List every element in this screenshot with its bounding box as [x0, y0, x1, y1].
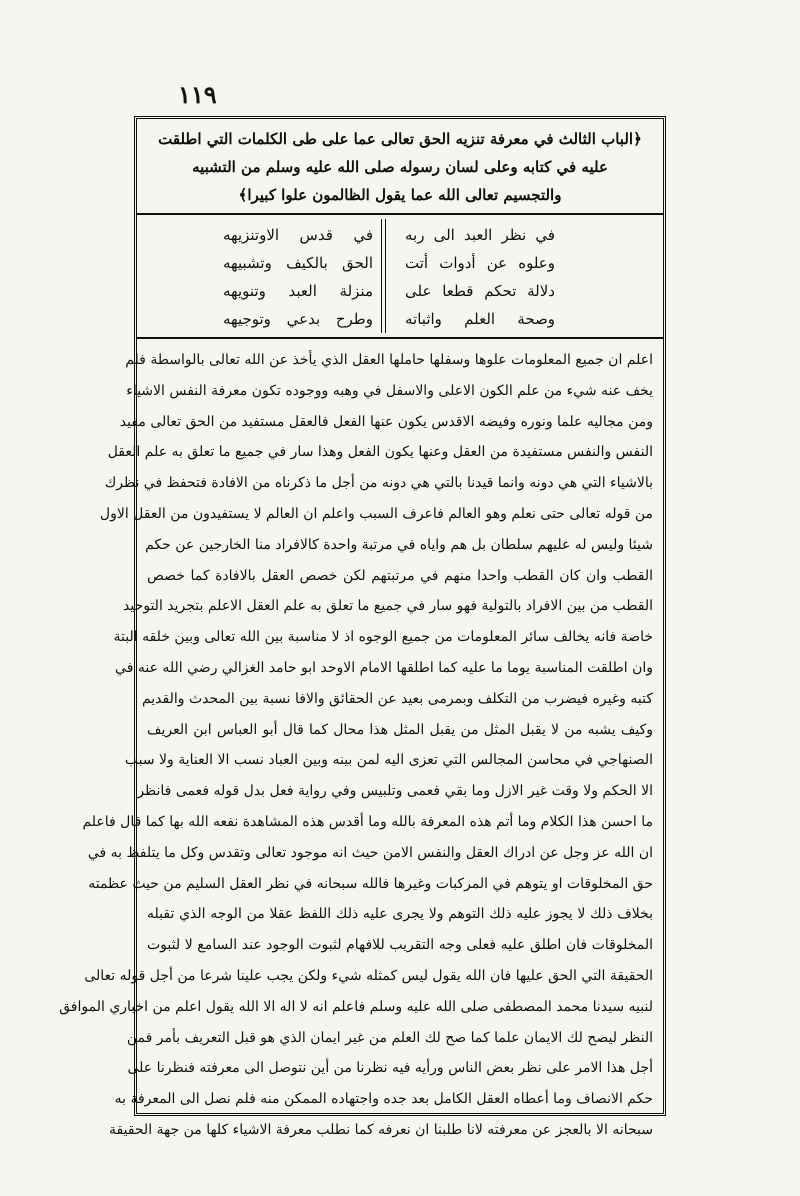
verse-block [137, 215, 663, 339]
body-line: النظر ليصح لك الايمان علما كما صح لك العلم من غير ايمان الذي هو قبل التعريف بأمر فمن [126, 1029, 653, 1046]
body-line: من قوله تعالى حتى نعلم وهو العالم فاعرف السبب واعلم ان العالم لا يستفيدون من العقل الاول [99, 505, 653, 522]
page-number: ١١٩ [178, 80, 217, 109]
body-line: حكم الانصاف وما أعطاه العقل الكامل بعد جده واجتهاده الممكن منه فلم نصل الى المعرفة به [114, 1091, 653, 1108]
heading-line: ﴿الباب الثالث في معرفة تنزيه الحق تعالى عما على طى الكلمات التي اطلقت [158, 130, 642, 148]
body-line: سبحانه الا بالعجز عن معرفته لانا طلبنا ان نعرفه كما نطلب معرفة الاشياء كلها من جهة الحقيقة [109, 1121, 653, 1138]
verse-line: في قدس الاوتنزيهه [223, 226, 373, 244]
verse-divider [381, 219, 382, 333]
body-line: خاصة فانه يخالف سائر المعلومات من جميع الوجوه اذ لا مناسبة بين الله تعالى وبين خلقه البتة [113, 629, 653, 646]
body-line: اعلم ان جميع المعلومات علوها وسفلها حاملها العقل الذي يأخذ عن الله تعالى بالواسطة فلم [125, 352, 653, 368]
body-line: شيئا وليس له عليهم سلطان بل هم واياه في مرتبة واحدة كالافراد منا الخارجين عن حكم [145, 536, 653, 553]
body-line: الحقيقة التي الحق عليها فان الله يقول ليس كمثله شيء ولكن يجب علينا شرعا من أجل قوله تعالى [84, 967, 653, 984]
body-line: المخلوقات فان اطلق عليه فعلى وجه التقريب للافهام لثبوت الوجود عند السامع لا لثبوت [147, 937, 653, 954]
body-text [59, 345, 653, 1146]
verse-line: منزلة العبد وتنويهه [223, 282, 373, 300]
body-line: وان اطلقت المناسبة يوما ما عليه كما اطلقها الامام الاوحد ابو حامد الغزالي رضي الله عنه في [115, 659, 653, 676]
body-line: أجل هذا الامر على نظر بعض الناس ورأيه فيه نظرنا من أين نتوصل الى معرفته فنظرنا على [127, 1060, 653, 1077]
body-line: كتبه وغيره فيضرب من التكلف وبمرمى بعيد عن الحقائق والافا نسبة بين المحدث والقديم [141, 690, 653, 707]
heading-line: والتجسيم تعالى الله عما يقول الظالمون علوا كبيرا﴾ [238, 186, 562, 204]
body-line: النفس والنفس مستفيدة من العقل وعنها يكون الفعل وهذا سار في جميع ما تعلق به علم العقل [107, 444, 653, 461]
verse-divider [385, 219, 386, 333]
body-line: القطب من بين الافراد بالتولية فهو سار في جميع ما تعلق به علم العقل الاعلم بتجريد التوحيد [123, 598, 653, 615]
body-line: لنبيه سيدنا محمد المصطفى صلى الله عليه وسلم فاعلم انه لا اله الا الله يقول اعلم من اخباري الموافق [59, 998, 653, 1015]
verse-line: وعلوه عن أدوات أتت [405, 254, 555, 272]
verse-line: الحق بالكيف وتشبيهه [223, 254, 373, 272]
body-line: ومن مجاليه علما ونوره وفيضه الاقدس يكون عنها الفعل فالعقل مستفيد من الحق تعالى مفيد [119, 413, 653, 430]
chapter-heading [137, 119, 663, 215]
page-frame [59, 116, 666, 1138]
body-line: بالاشياء التي هي دونه وانما قيدنا بالتي هي دونه من أجل ما ذكرناه من الافادة فتحفظ في نظرك [104, 475, 653, 492]
verse-column-right [405, 221, 555, 333]
verse-line: في نظر العبد الى ربه [405, 226, 555, 244]
heading-line: عليه في كتابه وعلى لسان رسوله صلى الله عليه وسلم من التشبيه [192, 158, 608, 176]
body-line: يخف عنه شيء من علم الكون الاعلى والاسفل في وهبه ووجوده تكون معرفة النفس الاشياء [126, 382, 653, 399]
verse-line: وصحة العلم واثباته [405, 310, 555, 328]
verse-line: دلالة تحكم قطعا على [405, 282, 555, 300]
body-line: ما احسن هذا الكلام وما أتم هذه المعرفة بالله وما أقدس هذه المشاهدة نفعه الله بها كما قال فاعلم [82, 813, 653, 830]
body-line: حق المخلوقات او يتوهم في المركبات وغيرها فالله سبحانه في نظر العقل السليم من حيث عظمته [88, 875, 653, 892]
body-line: الصنهاجي في محاسن المجالس التي تعزى اليه لمن بينه وبين العباد نسب الا العناية ولا سبب [124, 752, 653, 769]
body-line: بخلاف ذلك لا يجوز عليه ذلك التوهم ولا يجرى عليه ذلك اللفظ عقلا من الوجه الذي تقبله [147, 906, 653, 923]
verse-column-left [223, 221, 373, 333]
body-line: ان الله عز وجل عن ادراك العقل والنفس الامن حيث انه موجود تعالى وتقدس وكل ما يتلفظ به في [87, 844, 653, 861]
body-line: وكيف يشبه من لا يقبل المثل من يقبل المثل هذا محال كما قال أبو العباس ابن العريف [147, 721, 653, 738]
body-line: الا الحكم ولا وقت غير الازل وما بقي فعمى وتلبيس وفي رواية فعل بدل قوله فعمى فانظر [137, 783, 653, 800]
verse-line: وطرح بدعي وتوجيهه [223, 310, 373, 328]
body-line: القطب وان كان القطب واحدا منهم في مرتبتهم لكن خصص العقل بالافادة كما خصص [147, 567, 653, 584]
